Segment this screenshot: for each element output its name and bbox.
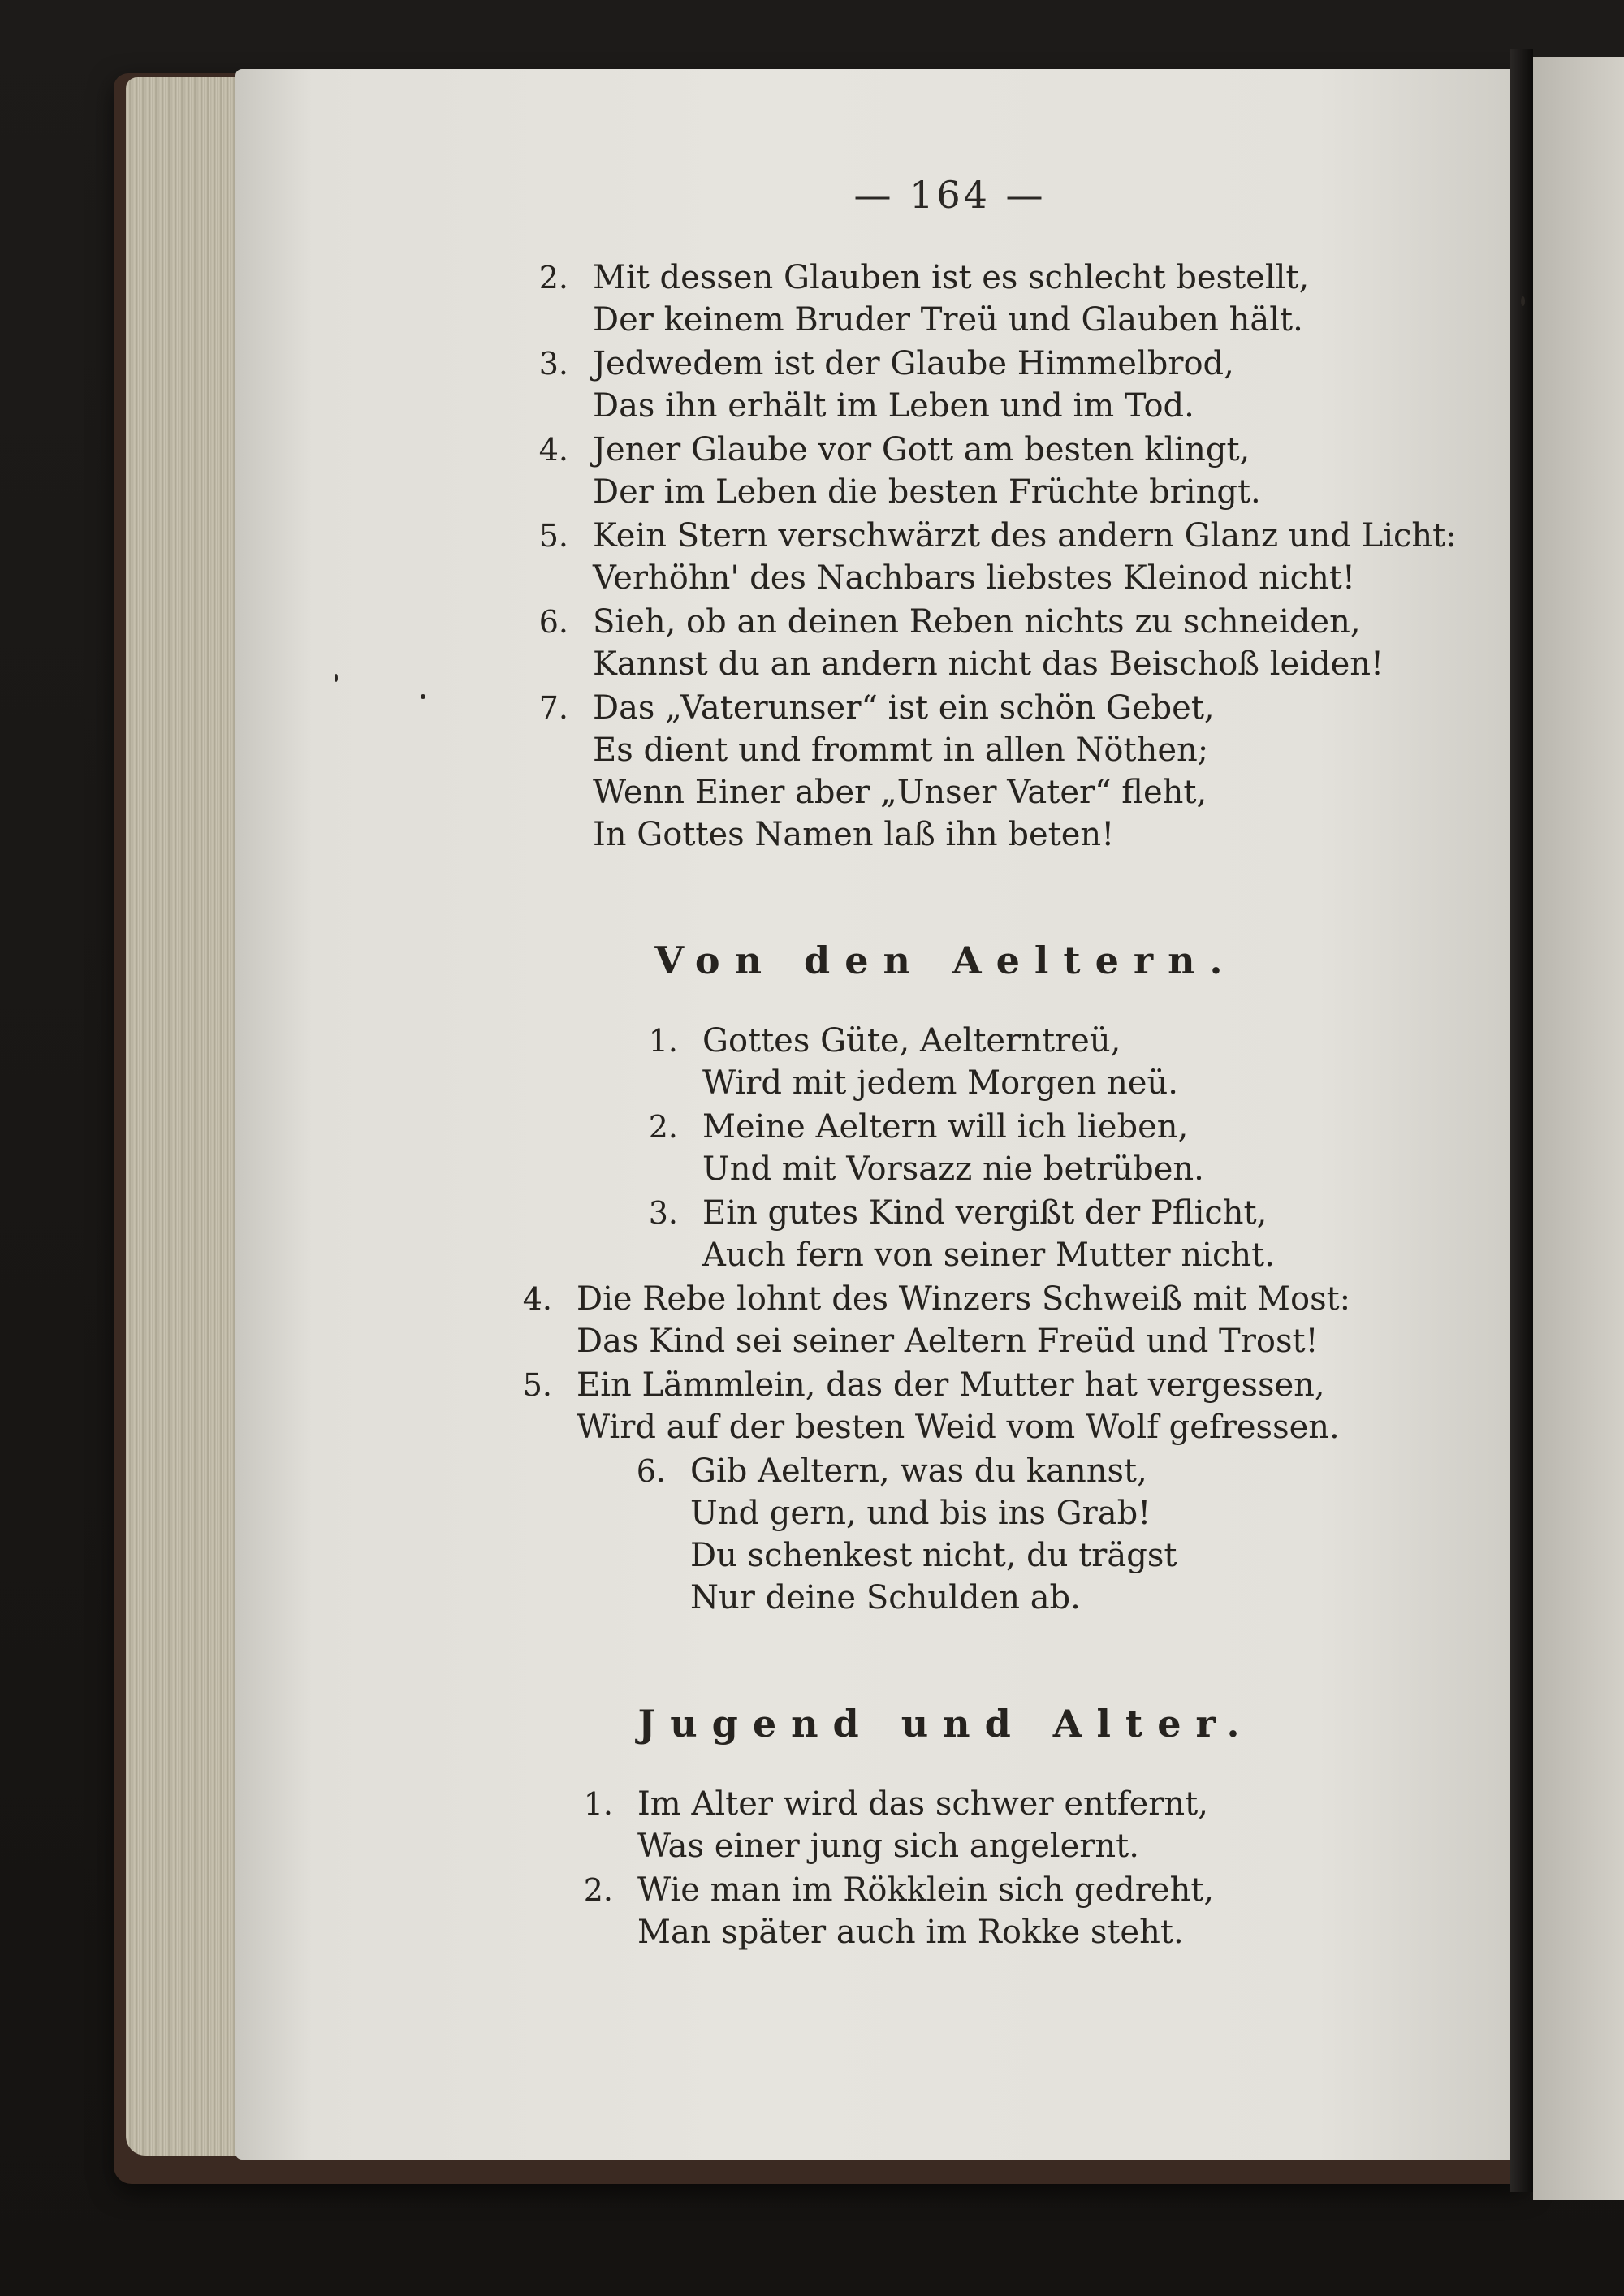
- verse-s1-5: [538, 515, 1457, 599]
- verse-line: Das Kind sei seiner Aeltern Freüd und Trost!: [577, 1323, 1319, 1360]
- verse-number: 7.: [538, 690, 568, 726]
- verse-s1-2: [538, 257, 1310, 341]
- verse-s2-5: [522, 1364, 1340, 1448]
- verse-line: Und mit Vorsazz nie betrüben.: [702, 1150, 1204, 1188]
- verse-line: Jener Glaube vor Gott am besten klingt,: [593, 431, 1250, 468]
- section-heading: Jugend und Alter.: [637, 1702, 1255, 1746]
- verse-s3-2: [583, 1869, 1215, 1953]
- verse-line: Was einer jung sich angelernt.: [637, 1828, 1139, 1865]
- verse-line: In Gottes Namen laß ihn beten!: [593, 816, 1115, 853]
- verse-number: 5.: [538, 518, 568, 554]
- verse-line: Kannst du an andern nicht das Beischoß leiden!: [593, 645, 1384, 683]
- verse-s1-7: [538, 687, 1215, 856]
- verse-line: Der im Leben die besten Früchte bringt.: [593, 473, 1261, 511]
- verse-line: Auch fern von seiner Mutter nicht.: [702, 1236, 1275, 1274]
- verse-number: 3.: [648, 1195, 678, 1231]
- verse-s1-6: [538, 601, 1384, 685]
- verse-line: Sieh, ob an deinen Reben nichts zu schneiden,: [593, 603, 1361, 641]
- verse-s3-1: [583, 1783, 1208, 1867]
- verse-line: Meine Aeltern will ich lieben,: [702, 1108, 1189, 1146]
- verse-number: 2.: [648, 1109, 678, 1145]
- verse-number: 4.: [522, 1281, 552, 1317]
- page-number: — 164 —: [853, 173, 1047, 217]
- paper-speck: [1521, 296, 1525, 306]
- verse-line: Der keinem Bruder Treü und Glauben hält.: [593, 301, 1303, 339]
- verse-line: Man später auch im Rokke steht.: [637, 1914, 1184, 1951]
- verse-line: Gib Aeltern, was du kannst,: [690, 1452, 1147, 1490]
- paper-speck: [421, 694, 425, 699]
- verse-s1-4: [538, 429, 1261, 513]
- verse-s2-1: [648, 1020, 1178, 1104]
- verse-line: Wie man im Rökklein sich gedreht,: [637, 1871, 1215, 1909]
- verse-line: Ein gutes Kind vergißt der Pflicht,: [702, 1194, 1268, 1232]
- verse-s2-3: [648, 1192, 1275, 1276]
- book-gutter: [1510, 49, 1533, 2192]
- facing-page-edge: [1533, 57, 1624, 2200]
- verse-line: Wird auf der besten Weid vom Wolf gefressen.: [577, 1409, 1340, 1446]
- verse-number: 5.: [522, 1367, 552, 1403]
- verse-line: Und gern, und bis ins Grab!: [690, 1495, 1151, 1532]
- verse-s2-6: [636, 1450, 1177, 1619]
- verse-number: 2.: [583, 1872, 613, 1908]
- verse-number: 4.: [538, 432, 568, 468]
- verse-line: Die Rebe lohnt des Winzers Schweiß mit Most:: [577, 1280, 1351, 1318]
- paper-speck: [335, 674, 338, 682]
- verse-line: Im Alter wird das schwer entfernt,: [637, 1785, 1208, 1823]
- verse-line: Mit dessen Glauben ist es schlecht bestellt,: [593, 259, 1310, 296]
- verse-line: Wenn Einer aber „Unser Vater“ fleht,: [593, 774, 1207, 811]
- verse-number: 6.: [636, 1453, 666, 1489]
- verse-line: Jedwedem ist der Glaube Himmelbrod,: [593, 345, 1234, 382]
- verse-line: Das „Vaterunser“ ist ein schön Gebet,: [593, 689, 1215, 727]
- verse-number: 6.: [538, 604, 568, 640]
- section-heading: Von den Aeltern.: [654, 939, 1237, 982]
- verse-line: Wird mit jedem Morgen neü.: [702, 1064, 1178, 1102]
- verse-s1-3: [538, 343, 1234, 427]
- verse-line: Verhöhn' des Nachbars liebstes Kleinod nicht!: [593, 559, 1355, 597]
- verse-number: 1.: [583, 1786, 613, 1822]
- verse-number: 2.: [538, 260, 568, 296]
- verse-number: 1.: [648, 1023, 678, 1059]
- verse-line: Das ihn erhält im Leben und im Tod.: [593, 387, 1194, 425]
- verse-line: Gottes Güte, Aelterntreü,: [702, 1022, 1121, 1060]
- verse-s2-2: [648, 1106, 1204, 1190]
- verse-s2-4: [522, 1278, 1351, 1362]
- verse-number: 3.: [538, 346, 568, 382]
- verse-line: Ein Lämmlein, das der Mutter hat vergessen,: [577, 1366, 1325, 1404]
- verse-line: Kein Stern verschwärzt des andern Glanz und Licht:: [593, 517, 1457, 555]
- verse-line: Du schenkest nicht, du trägst: [690, 1537, 1177, 1574]
- verse-line: Nur deine Schulden ab.: [690, 1579, 1081, 1616]
- verse-line: Es dient und frommt in allen Nöthen;: [593, 732, 1209, 769]
